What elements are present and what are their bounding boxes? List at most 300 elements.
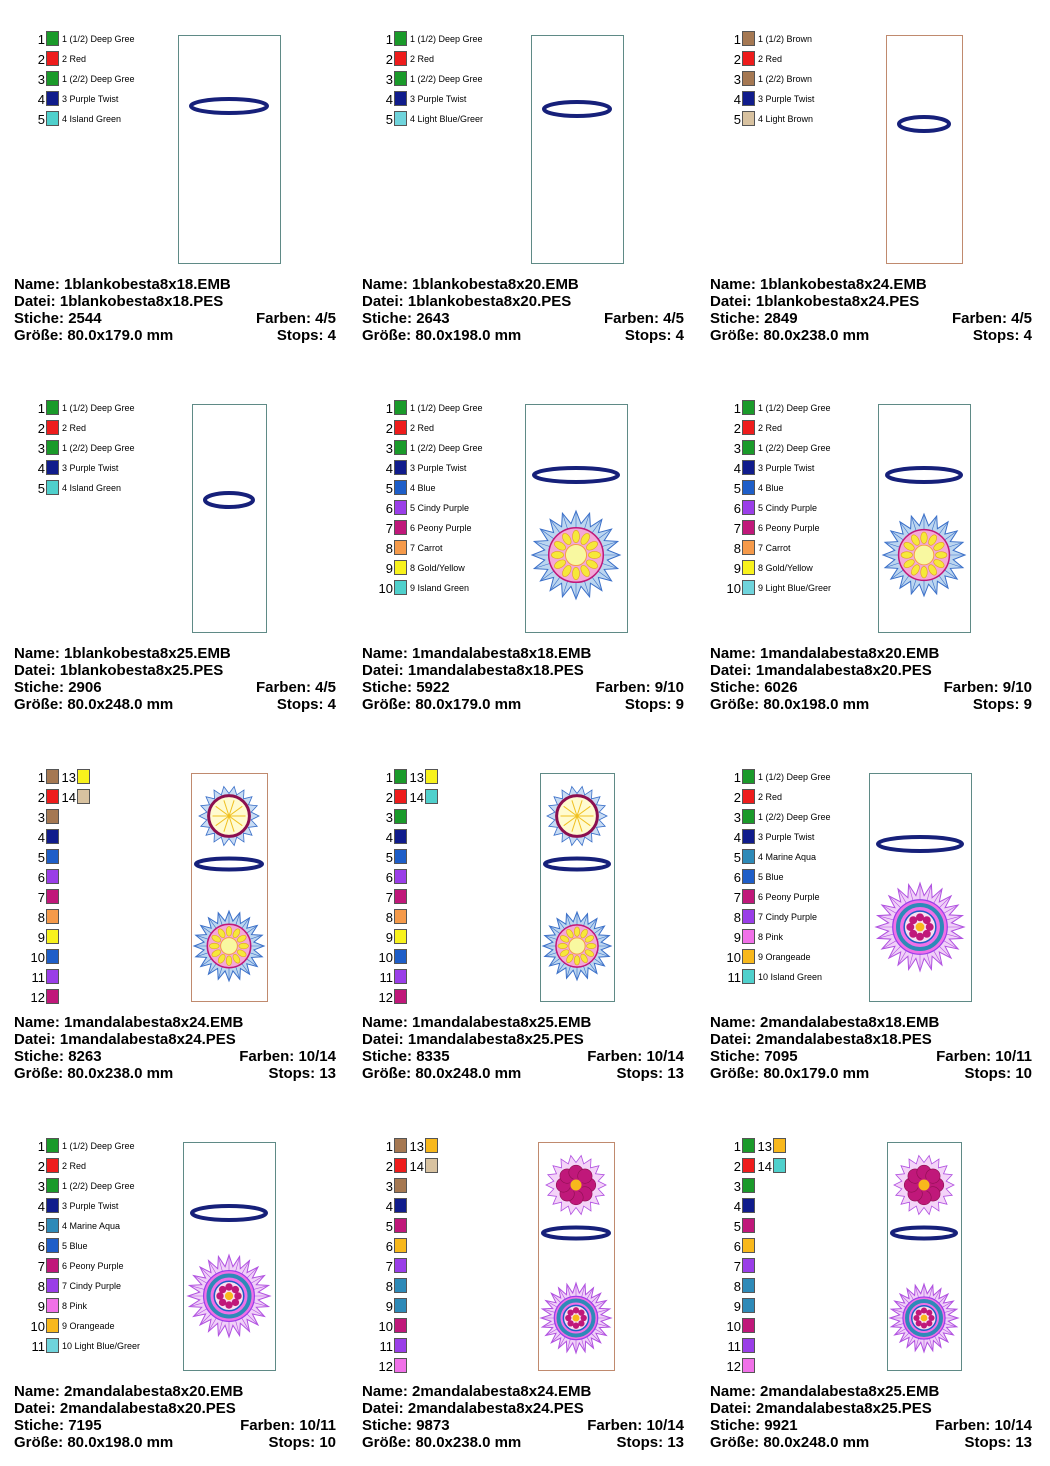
legend-row [714,90,874,110]
color-swatch [742,420,755,435]
design-info [362,276,684,344]
color-legend [714,30,874,130]
color-name: 1 (1/2) Deep Gree [62,34,135,44]
color-count-value: 10/14 [646,1417,684,1434]
hoop-preview [531,35,624,264]
design-name-label: Name: [710,276,756,293]
design-size-label: Größe: [14,327,64,344]
color-count-value: 10/11 [995,1048,1032,1065]
legend-row [18,90,178,110]
design-size: 80.0x248.0 mm [763,1434,870,1451]
legend-row [714,1157,874,1177]
color-name: 3 Purple Twist [410,463,467,473]
mandala-petal [935,552,946,559]
design-card [710,399,1049,759]
blank-ring [192,1206,266,1220]
small-mandala [199,787,259,846]
legend-row [366,519,526,539]
legend-row [366,788,526,808]
mandala-petal [572,530,579,542]
stitch-count: 2544 [68,310,102,327]
legend-row [714,30,874,50]
color-name: 3 Purple Twist [62,94,119,104]
hoop-artwork [541,774,613,1000]
mandala-circle [541,1283,611,1353]
legend-row [366,988,526,1008]
color-name: 1 (2/2) Deep Gree [758,443,831,453]
color-swatch [46,440,59,455]
design-file-label: Datei: [710,1031,752,1048]
color-number: 2 [385,52,393,67]
legend-row [366,110,526,130]
color-name: 2 Red [758,792,783,802]
design-card [362,30,701,390]
color-count-value: 10/14 [646,1048,684,1065]
color-number: 8 [385,910,393,925]
color-swatch [394,809,407,824]
color-number: 10 [378,1319,393,1334]
color-number: 1 [385,401,393,416]
design-file-row [362,293,684,310]
color-name: 7 Carrot [410,543,443,553]
legend-row [366,1317,526,1337]
hoop-preview [192,404,267,633]
stop-count-value: 13 [667,1434,684,1451]
color-number: 13 [409,770,424,785]
design-info [710,1014,1032,1082]
legend-row [714,1277,874,1297]
mandala-petal [916,1320,922,1326]
color-number: 1 [733,1139,741,1154]
legend-row [714,1297,874,1317]
legend-row [18,110,178,130]
color-number: 4 [37,1199,45,1214]
color-name: 8 Gold/Yellow [758,563,813,573]
color-count-value: 4/5 [315,310,336,327]
design-info [14,645,336,713]
design-info [362,1014,684,1082]
mandala-petal [909,916,917,924]
design-file-label: Datei: [710,1400,752,1417]
color-name: 1 (1/2) Deep Gree [410,403,483,413]
blank-ring [892,1228,956,1239]
color-name: 3 Purple Twist [758,94,815,104]
color-swatch [394,71,407,86]
legend-row [366,968,526,988]
design-size-row [362,1065,684,1082]
color-swatch [394,400,407,415]
color-name: 2 Red [62,54,87,64]
stitch-count-label: Stiche: [710,1417,761,1434]
design-size-row [14,696,336,713]
design-file-label: Datei: [14,1400,56,1417]
color-number: 8 [385,1279,393,1294]
legend-row [366,1257,526,1277]
color-number: 2 [733,790,741,805]
design-name-label: Name: [14,1383,60,1400]
color-name: 2 Red [62,423,87,433]
design-file-label: Datei: [710,662,752,679]
design-name: 1mandalabesta8x20.EMB [760,645,940,662]
legend-row [714,399,874,419]
legend-row [714,1177,874,1197]
stitch-count-label: Stiche: [710,679,761,696]
hoop-preview [878,404,971,633]
mandala-petal [232,1286,239,1293]
color-swatch [46,480,59,495]
design-name-label: Name: [14,645,60,662]
color-swatch [46,1318,59,1333]
mandala-petal [209,943,219,949]
legend-row [366,539,526,559]
design-size-label: Größe: [14,1434,64,1451]
mandala-petal [906,923,914,931]
hoop-preview [886,35,963,264]
design-size: 80.0x238.0 mm [763,327,870,344]
color-swatch [742,889,755,904]
color-swatch [46,400,59,415]
color-name: 2 Red [410,423,435,433]
legend-row [366,828,526,848]
mandala-petal [565,1315,571,1321]
legend-row [366,848,526,868]
legend-row [714,908,874,928]
design-name-row [710,276,1032,293]
color-number: 10 [726,581,741,596]
color-swatch [46,1138,59,1153]
color-swatch [46,420,59,435]
color-number: 11 [727,970,741,985]
color-number: 4 [37,830,45,845]
color-swatch [742,91,755,106]
color-number: 9 [733,561,741,576]
color-number: 7 [37,890,45,905]
color-swatch [394,560,407,575]
mandala-petal [574,927,579,937]
stitch-count: 8263 [68,1048,102,1065]
color-number: 2 [733,421,741,436]
stitch-count-label: Stiche: [362,1048,413,1065]
design-file-label: Datei: [14,293,56,310]
legend-row [18,928,178,948]
mandala-circle [188,1255,270,1337]
legend-row [18,50,178,70]
design-name-row [362,1383,684,1400]
stop-count [964,1065,1032,1082]
color-swatch [742,829,755,844]
design-file-row [710,662,1032,679]
legend-row [714,519,874,539]
mandala-petal [921,532,928,543]
color-number: 7 [385,521,393,536]
legend-row [18,1297,178,1317]
hoop-preview [538,1142,615,1371]
color-count-value: 4/5 [663,310,684,327]
design-name: 2mandalabesta8x20.EMB [64,1383,244,1400]
color-number: 3 [385,810,393,825]
color-number: 11 [31,970,45,985]
color-count [604,310,684,327]
blank-ring [543,1228,609,1239]
stitch-count: 6026 [764,679,798,696]
design-size: 80.0x179.0 mm [763,1065,870,1082]
blank-ring [878,837,962,851]
color-count-value: 4/5 [315,679,336,696]
legend-row [18,399,178,419]
color-swatch [742,31,755,46]
color-legend [18,30,178,130]
design-file: 1mandalabesta8x18.PES [407,662,584,679]
stop-count [625,327,684,344]
color-legend [714,768,874,988]
legend-row [366,888,526,908]
mandala-petal [574,956,579,966]
color-swatch [394,1218,407,1233]
mandala-petal [226,926,232,936]
color-number: 6 [385,1239,393,1254]
blank-ring [196,859,262,870]
legend-row [18,479,178,499]
hoop-artwork [887,36,961,262]
color-number: 5 [733,112,741,127]
color-swatch [46,849,59,864]
color-swatch [394,869,407,884]
stop-count [277,696,336,713]
color-number: 4 [733,830,741,845]
color-legend [366,768,526,1008]
design-file: 1blankobesta8x20.PES [407,293,572,310]
color-number: 6 [733,501,741,516]
mandala-petal [916,913,924,921]
legend-row [714,419,874,439]
design-info [14,1014,336,1082]
color-swatch [46,91,59,106]
stop-count [616,1434,684,1451]
color-name: 3 Purple Twist [758,832,815,842]
design-info [362,1383,684,1451]
color-number: 5 [37,1219,45,1234]
stitch-count-row [14,679,336,696]
color-swatch [46,1238,59,1253]
color-swatch [46,460,59,475]
mandala-center [225,1292,233,1300]
legend-row [18,828,178,848]
color-name: 6 Peony Purple [758,892,820,902]
legend-row [18,1157,178,1177]
design-file-row [362,662,684,679]
color-number: 14 [409,790,424,805]
stop-count-label: Stops: [268,1065,316,1082]
color-count-value: 10/14 [994,1417,1032,1434]
color-swatch [394,91,407,106]
mandala-circle [876,883,964,971]
stop-count [268,1065,336,1082]
legend-row [18,1257,178,1277]
hoop-artwork [870,774,970,1000]
color-swatch [742,929,755,944]
legend-row [366,50,526,70]
design-name: 1blankobesta8x25.EMB [64,645,231,662]
design-file-row [14,1400,336,1417]
color-name: 6 Peony Purple [410,523,472,533]
color-number: 10 [726,950,741,965]
legend-row [714,539,874,559]
color-count-label: Farben: [587,1048,643,1065]
color-number: 13 [409,1139,424,1154]
design-size-label: Größe: [710,696,760,713]
color-number: 10 [30,1319,45,1334]
design-size-row [14,1434,336,1451]
legend-row [18,988,178,1008]
legend-row [714,1237,874,1257]
legend-row [366,1357,526,1377]
design-card [362,1137,701,1466]
stop-count [277,327,336,344]
color-name: 1 (1/2) Deep Gree [758,403,831,413]
design-size-label: Größe: [14,696,64,713]
color-swatch [394,111,407,126]
mandala-petal [225,1301,232,1308]
color-legend [18,768,178,1008]
color-number: 3 [385,72,393,87]
legend-row [366,479,526,499]
color-swatch [46,1218,59,1233]
color-number: 8 [37,1279,45,1294]
mandala-center [914,545,934,565]
color-legend [18,1137,178,1357]
color-number: 9 [733,930,741,945]
legend-row [18,419,178,439]
design-size-row [14,327,336,344]
color-swatch [46,1298,59,1313]
mandala-petal [913,1315,919,1321]
color-number: 3 [37,441,45,456]
design-file-row [710,1400,1032,1417]
small-mandala [546,1156,606,1215]
design-info [710,276,1032,344]
color-count-value: 4/5 [1011,310,1032,327]
color-count-label: Farben: [587,1417,643,1434]
color-swatch [742,400,755,415]
design-size-label: Größe: [362,1434,412,1451]
color-name: 2 Red [62,1161,87,1171]
color-count-value: 10/14 [298,1048,336,1065]
legend-row [714,808,874,828]
color-number: 8 [385,541,393,556]
design-size-label: Größe: [362,327,412,344]
color-count-value: 10/11 [299,1417,336,1434]
mandala-petal [581,1315,587,1321]
stitch-count-row [362,1417,684,1434]
color-number: 5 [385,481,393,496]
mandala-petal [239,943,249,949]
color-name: 4 Marine Aqua [758,852,817,862]
design-file-label: Datei: [362,1400,404,1417]
color-swatch [394,969,407,984]
hoop-artwork [888,1143,960,1369]
stitch-count-row [14,1048,336,1065]
color-name: 4 Island Green [62,483,122,493]
color-number: 2 [37,52,45,67]
design-file-label: Datei: [14,1031,56,1048]
color-count-label: Farben: [239,1048,295,1065]
hoop-artwork [532,36,622,262]
color-number: 5 [385,112,393,127]
color-count [256,679,336,696]
color-number: 4 [733,1199,741,1214]
legend-row [366,948,526,968]
color-number: 5 [385,850,393,865]
color-swatch [46,111,59,126]
legend-row [366,808,526,828]
hoop-artwork [179,36,279,262]
color-legend [714,1137,874,1377]
color-swatch [742,520,755,535]
color-number: 7 [37,1259,45,1274]
design-card [710,1137,1049,1466]
design-name-row [362,276,684,293]
color-number: 3 [733,441,741,456]
stop-count-value: 9 [1023,696,1032,713]
stitch-count: 5922 [416,679,450,696]
color-number: 1 [37,1139,45,1154]
color-number: 1 [385,770,393,785]
color-count-label: Farben: [935,1417,991,1434]
design-file-row [14,293,336,310]
design-name-label: Name: [362,276,408,293]
stop-count-label: Stops: [276,696,324,713]
design-name-row [710,1383,1032,1400]
color-swatch [742,1218,755,1233]
mandala-petal [219,1299,226,1306]
color-number: 3 [385,1179,393,1194]
color-swatch [46,1158,59,1173]
color-swatch [46,829,59,844]
design-name-label: Name: [14,276,60,293]
legend-row [714,848,874,868]
stitch-count: 2849 [764,310,798,327]
design-name-label: Name: [710,645,756,662]
design-size-row [362,327,684,344]
design-card [710,30,1049,390]
color-swatch [46,989,59,1004]
design-name-row [362,645,684,662]
design-file: 1blankobesta8x18.PES [59,293,224,310]
blank-ring [205,493,253,507]
legend-row [366,1197,526,1217]
stop-count-value: 13 [1015,1434,1032,1451]
hoop-artwork [879,405,969,631]
color-number: 10 [726,1319,741,1334]
legend-row [714,439,874,459]
color-count-label: Farben: [595,679,651,696]
hoop-preview [887,1142,962,1371]
color-swatch [394,889,407,904]
color-number: 3 [37,810,45,825]
design-name: 1mandalabesta8x18.EMB [412,645,592,662]
legend-row [366,1297,526,1317]
color-swatch [742,111,755,126]
color-number: 5 [733,1219,741,1234]
design-file: 1mandalabesta8x20.PES [755,662,932,679]
stitch-count: 9873 [416,1417,450,1434]
stitch-count-label: Stiche: [14,1417,65,1434]
stop-count-value: 4 [1023,327,1032,344]
color-count [935,1417,1032,1434]
color-number: 11 [379,1339,393,1354]
color-name: 5 Cindy Purple [410,503,470,513]
color-name: 7 Cindy Purple [62,1281,122,1291]
